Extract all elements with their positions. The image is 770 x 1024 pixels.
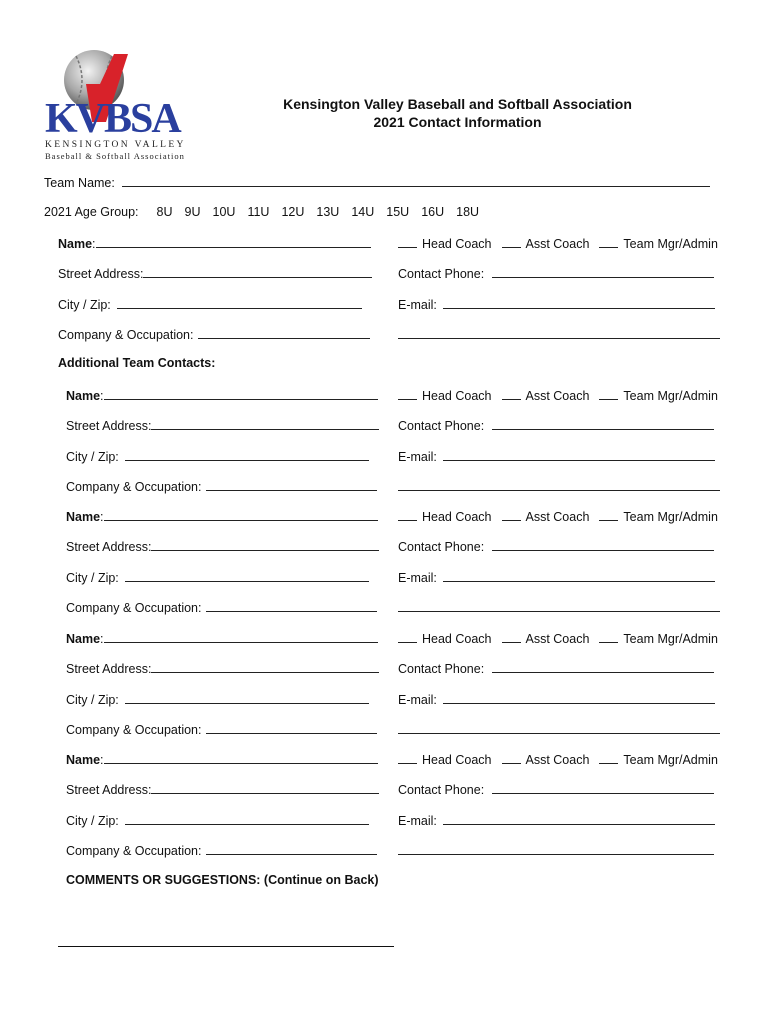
role-head-coach[interactable]: Head Coach (398, 236, 492, 251)
age-group-label: 2021 Age Group: (44, 205, 139, 219)
name-field[interactable] (104, 509, 378, 521)
street-field[interactable] (151, 418, 379, 430)
company-field[interactable] (206, 722, 377, 734)
city-label: City / Zip: (66, 693, 119, 707)
street-row (66, 418, 379, 433)
role-team-mgr[interactable]: Team Mgr/Admin (599, 509, 717, 524)
email-row (398, 297, 715, 312)
city-field[interactable] (125, 570, 369, 582)
city-label: City / Zip: (58, 298, 111, 312)
age-option[interactable]: 15U (386, 205, 410, 219)
company-extra-row (398, 843, 714, 858)
company-row (66, 843, 377, 858)
city-label: City / Zip: (66, 450, 119, 464)
role-asst-coach[interactable]: Asst Coach (502, 509, 590, 524)
age-option[interactable]: 12U (281, 205, 305, 219)
company-label: Company & Occupation: (66, 723, 202, 737)
kvbsa-logo (42, 44, 188, 162)
phone-label: Contact Phone: (398, 783, 485, 797)
company-label: Company & Occupation: (58, 328, 194, 342)
city-row (66, 692, 369, 707)
team-name-field[interactable] (122, 175, 710, 187)
team-name-row (44, 175, 710, 190)
city-field[interactable] (125, 449, 369, 461)
email-field[interactable] (443, 449, 715, 461)
role-head-coach[interactable]: Head Coach (398, 752, 492, 767)
signature-line[interactable] (58, 946, 394, 947)
company-label: Company & Occupation: (66, 480, 202, 494)
street-label: Street Address: (66, 783, 152, 797)
city-label: City / Zip: (66, 571, 119, 585)
city-row (58, 297, 362, 312)
company-label: Company & Occupation: (66, 601, 202, 615)
company-field[interactable] (206, 479, 377, 491)
city-row (66, 570, 369, 585)
name-colon: : (100, 632, 104, 646)
city-field[interactable] (125, 813, 369, 825)
company-extra-field[interactable] (398, 327, 720, 339)
role-row (398, 388, 718, 403)
role-row (398, 631, 718, 646)
company-field[interactable] (206, 600, 377, 612)
email-row (398, 692, 715, 707)
street-field[interactable] (143, 266, 372, 278)
email-label: E-mail: (398, 814, 437, 828)
name-row (66, 509, 378, 524)
street-field[interactable] (151, 539, 379, 551)
street-row (66, 661, 379, 676)
role-asst-coach[interactable]: Asst Coach (502, 388, 590, 403)
company-extra-field[interactable] (398, 479, 720, 491)
email-label: E-mail: (398, 571, 437, 585)
street-label: Street Address: (58, 267, 144, 281)
company-extra-row (398, 600, 720, 615)
company-row (66, 479, 377, 494)
company-extra-field[interactable] (398, 843, 714, 855)
name-label: Name (66, 389, 101, 403)
email-row (398, 449, 715, 464)
company-extra-field[interactable] (398, 722, 720, 734)
phone-label: Contact Phone: (398, 419, 485, 433)
phone-label: Contact Phone: (398, 540, 485, 554)
phone-row (398, 418, 714, 433)
role-asst-coach[interactable]: Asst Coach (502, 631, 590, 646)
street-label: Street Address: (66, 662, 152, 676)
name-colon: : (92, 237, 96, 251)
role-asst-coach[interactable]: Asst Coach (502, 236, 590, 251)
role-team-mgr[interactable]: Team Mgr/Admin (599, 388, 717, 403)
age-option[interactable]: 9U (184, 205, 201, 219)
name-row (66, 752, 378, 767)
role-head-coach[interactable]: Head Coach (398, 509, 492, 524)
email-field[interactable] (443, 813, 715, 825)
phone-field[interactable] (492, 782, 714, 794)
name-label: Name (66, 632, 101, 646)
role-row (398, 236, 718, 251)
name-label: Name (58, 237, 93, 251)
company-label: Company & Occupation: (66, 844, 202, 858)
name-field[interactable] (104, 752, 378, 764)
phone-label: Contact Phone: (398, 267, 485, 281)
age-option[interactable]: 8U (156, 205, 173, 219)
phone-row (398, 661, 714, 676)
name-row (66, 631, 378, 646)
name-label: Name (66, 753, 101, 767)
role-asst-coach[interactable]: Asst Coach (502, 752, 590, 767)
age-option[interactable]: 18U (456, 205, 480, 219)
age-option[interactable]: 13U (316, 205, 340, 219)
city-row (66, 813, 369, 828)
company-field[interactable] (206, 843, 377, 855)
company-extra-row (398, 479, 720, 494)
phone-row (398, 266, 714, 281)
company-extra-row (398, 327, 720, 342)
role-head-coach[interactable]: Head Coach (398, 388, 492, 403)
name-colon: : (100, 510, 104, 524)
phone-row (398, 539, 714, 554)
company-extra-field[interactable] (398, 600, 720, 612)
street-field[interactable] (151, 782, 379, 794)
role-team-mgr[interactable]: Team Mgr/Admin (599, 236, 717, 251)
name-field[interactable] (104, 631, 378, 643)
name-label: Name (66, 510, 101, 524)
phone-field[interactable] (492, 266, 714, 278)
team-name-label: Team Name: (44, 176, 115, 190)
role-row (398, 509, 718, 524)
city-label: City / Zip: (66, 814, 119, 828)
email-label: E-mail: (398, 450, 437, 464)
email-field[interactable] (443, 692, 715, 704)
page-title (240, 95, 675, 131)
logo-line1: KENSINGTON VALLEY (45, 140, 186, 150)
name-row (58, 236, 371, 251)
email-row (398, 570, 715, 585)
company-row (58, 327, 370, 342)
name-colon: : (100, 389, 104, 403)
age-group-row (44, 205, 491, 219)
logo-line2: Baseball & Softball Association (45, 151, 185, 161)
city-row (66, 449, 369, 464)
role-team-mgr[interactable]: Team Mgr/Admin (599, 752, 717, 767)
company-row (66, 722, 377, 737)
name-colon: : (100, 753, 104, 767)
name-field[interactable] (96, 236, 371, 248)
additional-contacts-heading: Additional Team Contacts: (58, 356, 216, 370)
age-option[interactable]: 11U (247, 205, 270, 219)
age-option[interactable]: 14U (351, 205, 375, 219)
city-field[interactable] (117, 297, 362, 309)
name-field[interactable] (104, 388, 378, 400)
age-option[interactable]: 16U (421, 205, 445, 219)
email-label: E-mail: (398, 298, 437, 312)
street-row (58, 266, 372, 281)
role-row (398, 752, 718, 767)
street-label: Street Address: (66, 540, 152, 554)
phone-row (398, 782, 714, 797)
street-row (66, 782, 379, 797)
logo-acronym: KVBSA (45, 96, 180, 142)
email-row (398, 813, 715, 828)
company-row (66, 600, 377, 615)
city-field[interactable] (125, 692, 369, 704)
phone-field[interactable] (492, 539, 714, 551)
street-label: Street Address: (66, 419, 152, 433)
comments-heading: COMMENTS OR SUGGESTIONS: (Continue on Back) (66, 873, 379, 887)
email-label: E-mail: (398, 693, 437, 707)
street-row (66, 539, 379, 554)
street-field[interactable] (151, 661, 379, 673)
company-extra-row (398, 722, 720, 737)
company-field[interactable] (198, 327, 370, 339)
email-field[interactable] (443, 297, 715, 309)
age-option[interactable]: 10U (212, 205, 236, 219)
phone-label: Contact Phone: (398, 662, 485, 676)
name-row (66, 388, 378, 403)
role-head-coach[interactable]: Head Coach (398, 631, 492, 646)
role-team-mgr[interactable]: Team Mgr/Admin (599, 631, 717, 646)
title-line1: Kensington Valley Baseball and Softball Association (283, 96, 632, 112)
title-line2: 2021 Contact Information (373, 114, 542, 130)
phone-field[interactable] (492, 418, 714, 430)
phone-field[interactable] (492, 661, 714, 673)
email-field[interactable] (443, 570, 715, 582)
